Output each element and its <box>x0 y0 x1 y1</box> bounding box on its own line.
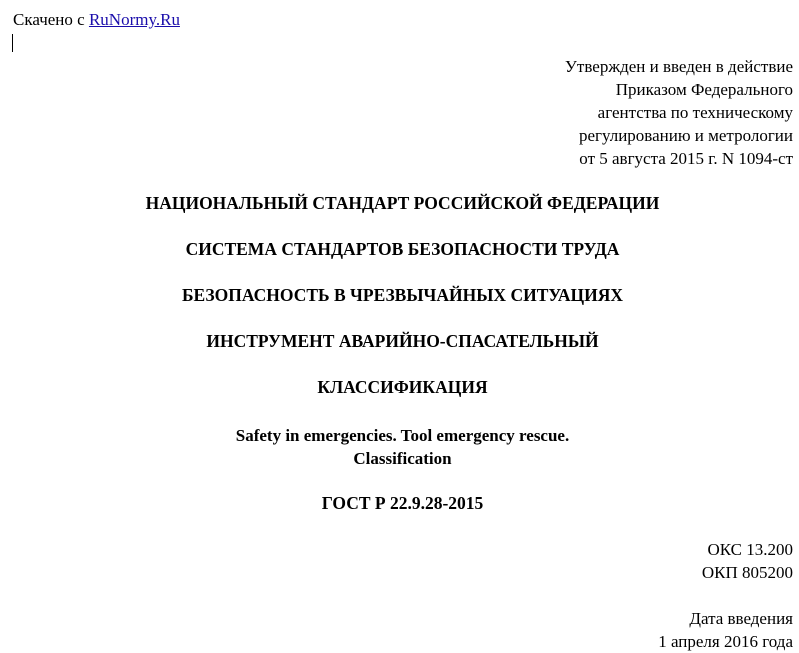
tool-title: ИНСТРУМЕНТ АВАРИЙНО-СПАСАТЕЛЬНЫЙ <box>206 331 599 351</box>
safety-title: БЕЗОПАСНОСТЬ В ЧРЕЗВЫЧАЙНЫХ СИТУАЦИЯХ <box>181 285 624 305</box>
english-title <box>0 424 799 470</box>
system-title: СИСТЕМА СТАНДАРТОВ БЕЗОПАСНОСТИ ТРУДА <box>185 239 620 259</box>
source-link[interactable]: RuNormy.Ru <box>88 10 180 29</box>
introduction-date: 1 апреля 2016 года <box>658 632 793 651</box>
national-standard-title: НАЦИОНАЛЬНЫЙ СТАНДАРТ РОССИЙСКОЙ ФЕДЕРАЦИИ <box>145 193 660 213</box>
approval-block <box>373 55 793 170</box>
approval-line: регулированию и метрологии <box>578 126 793 145</box>
text-cursor <box>12 34 13 52</box>
introduction-date-block <box>493 607 793 653</box>
source-prefix: Скачено с <box>13 10 85 29</box>
gost-number: ГОСТ Р 22.9.28-2015 <box>321 493 484 513</box>
classification-title: КЛАССИФИКАЦИЯ <box>317 377 488 397</box>
approval-line: Утвержден и введен в действие <box>564 57 793 76</box>
source-header <box>13 9 180 31</box>
okp-code: ОКП 805200 <box>701 563 793 582</box>
introduction-label: Дата введения <box>689 609 793 628</box>
approval-line: от 5 августа 2015 г. N 1094-ст <box>579 149 793 168</box>
english-title-line-1: Safety in emergencies. Tool emergency rescue. <box>235 426 570 445</box>
classification-codes <box>493 538 793 584</box>
approval-line: Приказом Федерального <box>615 80 793 99</box>
oks-code: ОКС 13.200 <box>707 540 793 559</box>
english-title-line-2: Classification <box>353 449 452 468</box>
approval-line: агентства по техническому <box>597 103 793 122</box>
